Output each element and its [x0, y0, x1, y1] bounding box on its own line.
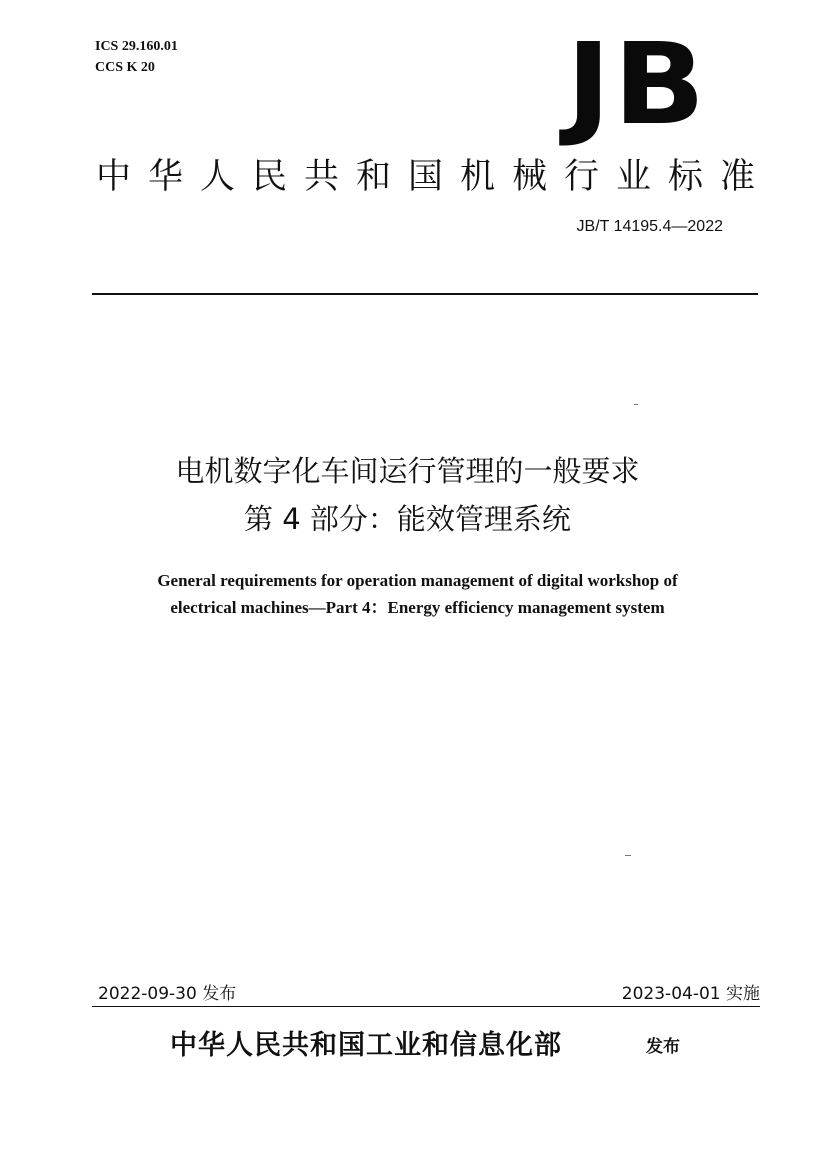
ccs-code: CCS K 20 — [95, 60, 155, 75]
standard-code: JB/T 14195.4—2022 — [576, 218, 723, 235]
title-zh-line1: 电机数字化车间运行管理的一般要求 — [175, 454, 640, 488]
publisher-name: 中华人民共和国工业和信息化部 — [170, 1030, 562, 1061]
ics-code: ICS 29.160.01 — [95, 39, 178, 54]
bottom-divider — [92, 1006, 760, 1007]
standard-category-title: 中华人民共和国机械行业标准 — [96, 157, 773, 197]
title-zh-line2: 第 4 部分：能效管理系统 — [244, 502, 571, 536]
issue-date: 2022-09-30 发布 — [98, 984, 237, 1004]
title-en-line2: electrical machines—Part 4：Energy efficiency management system — [170, 598, 665, 617]
title-en-line1: General requirements for operation management of digital workshop of — [157, 571, 678, 590]
jb-logo: JB — [566, 20, 708, 150]
document-title-en — [60, 567, 775, 621]
scan-speck — [625, 855, 631, 856]
publish-label: 发布 — [646, 1037, 680, 1057]
top-divider — [92, 293, 758, 295]
document-title-zh — [60, 447, 755, 543]
scan-speck — [634, 404, 638, 405]
implementation-date: 2023-04-01 实施 — [621, 984, 760, 1004]
